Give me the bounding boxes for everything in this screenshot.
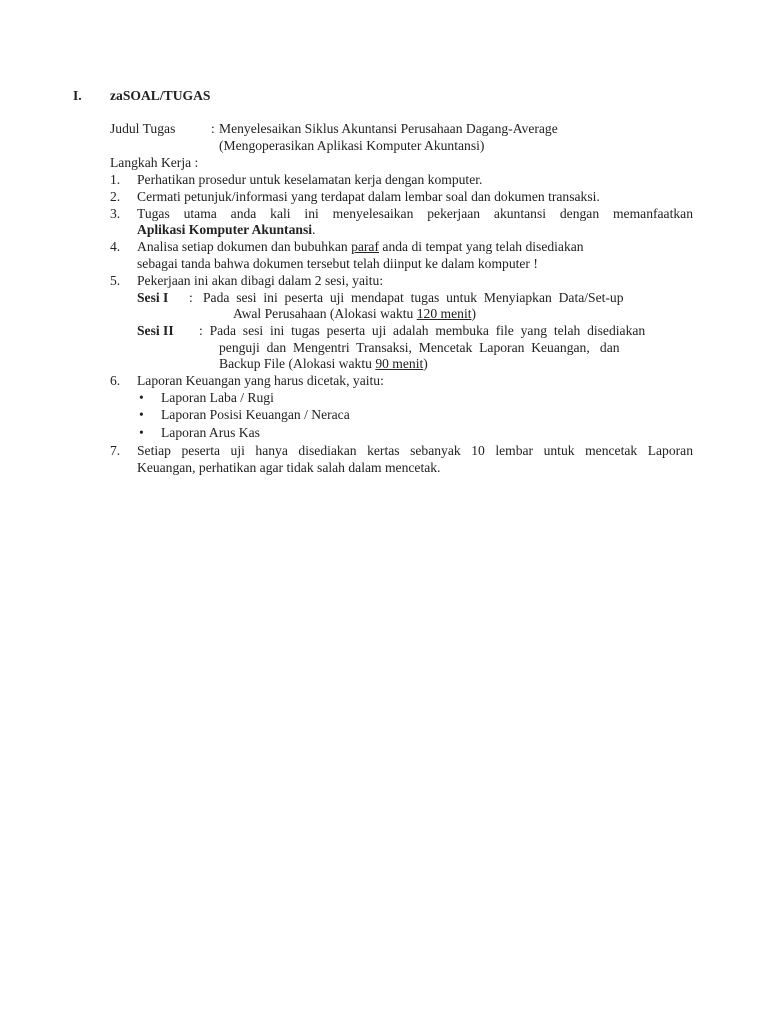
sesi-2-label: Sesi II xyxy=(137,323,174,338)
emphasis-text: Aplikasi Komputer Akuntansi xyxy=(137,222,313,237)
list-item-number: 7. xyxy=(110,443,121,458)
list-item-number: 3. xyxy=(110,206,121,221)
bullet-icon: • xyxy=(139,390,144,405)
bullet-item: Laporan Posisi Keuangan / Neraca xyxy=(161,407,350,422)
list-item-number: 1. xyxy=(110,172,121,187)
list-item-number: 5. xyxy=(110,273,121,288)
list-item-number: 6. xyxy=(110,373,121,388)
judul-colon: : xyxy=(211,121,215,136)
list-item-text-line2: sebagai tanda bahwa dokumen tersebut telah diinput ke dalam komputer ! xyxy=(137,256,538,271)
sesi-1-line2 xyxy=(233,306,476,322)
sesi-1-label: Sesi I xyxy=(137,290,169,305)
sesi-1-line1: : Pada sesi ini peserta uji mendapat tugas untuk Menyiapkan Data/Set-up xyxy=(189,290,624,305)
underlined-text: paraf xyxy=(351,239,379,254)
underlined-text: 120 menit xyxy=(416,306,472,321)
list-item-text-line2 xyxy=(137,222,315,238)
langkah-kerja-label: Langkah Kerja : xyxy=(110,155,199,170)
list-item-number: 2. xyxy=(110,189,121,204)
judul-value-line1: Menyelesaikan Siklus Akuntansi Perusahaan Dagang-Average xyxy=(219,121,558,136)
text-span: Backup File (Alokasi waktu xyxy=(219,356,372,371)
judul-label: Judul Tugas xyxy=(110,121,176,136)
list-item-text xyxy=(137,239,584,255)
sesi-2-line2: penguji dan Mengentri Transaksi, Mencetak Laporan Keuangan, dan xyxy=(219,340,620,355)
text-span: Awal Perusahaan (Alokasi waktu xyxy=(233,306,414,321)
judul-value-line2: (Mengoperasikan Aplikasi Komputer Akuntansi) xyxy=(219,138,485,153)
bullet-icon: • xyxy=(139,425,144,440)
bullet-item: Laporan Arus Kas xyxy=(161,425,260,440)
sesi-2-line3 xyxy=(219,356,428,372)
bullet-icon: • xyxy=(139,407,144,422)
section-number: I. xyxy=(73,88,82,103)
list-item-text: Setiap peserta uji hanya disediakan kertas sebanyak 10 lembar untuk mencetak Laporan xyxy=(137,443,693,458)
text-span: ) xyxy=(423,356,428,371)
sesi-2-line1: : Pada sesi ini tugas peserta uji adalah membuka file yang telah disediakan xyxy=(199,323,646,338)
list-item-number: 4. xyxy=(110,239,121,254)
underlined-text: 90 menit xyxy=(375,356,424,371)
list-item-text: Laporan Keuangan yang harus dicetak, yaitu: xyxy=(137,373,384,388)
list-item-text-line2: Keuangan, perhatikan agar tidak salah dalam mencetak. xyxy=(137,460,441,475)
text-span: ) xyxy=(471,306,477,321)
text-span: Analisa setiap dokumen dan bubuhkan xyxy=(137,239,348,254)
list-item-text: Tugas utama anda kali ini menyelesaikan pekerjaan akuntansi dengan memanfaatkan xyxy=(137,206,693,221)
text-span: anda di tempat yang telah disediakan xyxy=(382,239,584,254)
section-title: zaSOAL/TUGAS xyxy=(110,88,211,103)
punctuation: . xyxy=(312,222,316,237)
list-item-text: Pekerjaan ini akan dibagi dalam 2 sesi, yaitu: xyxy=(137,273,384,288)
bullet-item: Laporan Laba / Rugi xyxy=(161,390,274,405)
list-item-text: Perhatikan prosedur untuk keselamatan kerja dengan komputer. xyxy=(137,172,483,187)
list-item-text: Cermati petunjuk/informasi yang terdapat dalam lembar soal dan dokumen transaksi. xyxy=(137,189,600,204)
